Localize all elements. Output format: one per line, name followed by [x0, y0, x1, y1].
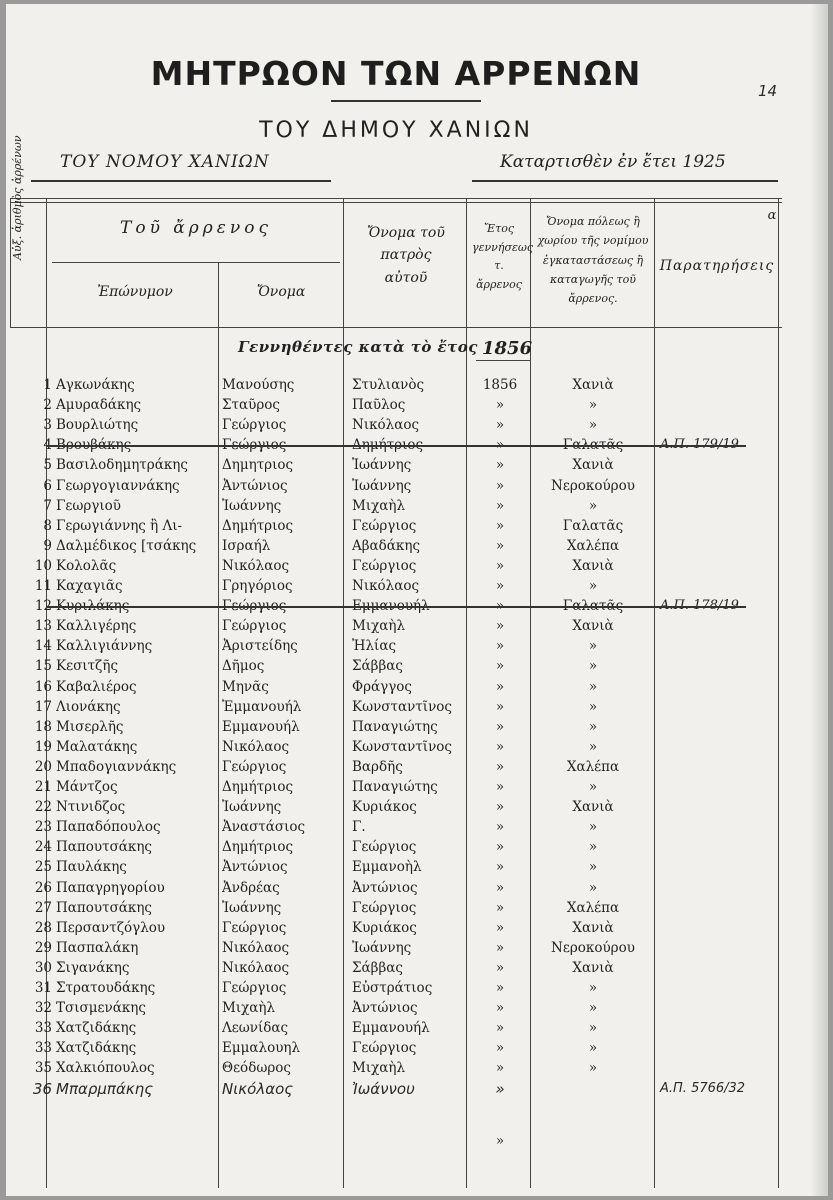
table-row — [6, 617, 828, 635]
father-name-cell: Δημήτριος — [352, 437, 424, 454]
surname-cell: Γερωγιάννης ἢ Λι- — [56, 517, 183, 534]
row-number: 24 — [34, 839, 52, 856]
table-row — [6, 838, 828, 856]
surname-cell: Μαλατάκης — [56, 738, 138, 755]
first-name-cell: Ἰωάννης — [222, 899, 282, 916]
place-cell: » — [588, 698, 598, 715]
father-name-cell: Γεώργιος — [352, 517, 417, 534]
table-row — [6, 879, 828, 897]
first-name-cell: Ἰωάννης — [222, 799, 282, 816]
first-name-cell: Γεώργιος — [222, 980, 287, 996]
birth-year-cell: » — [495, 779, 505, 795]
birth-year-cell: » — [495, 919, 505, 936]
father-name-cell: Κωνσταντῖνος — [352, 698, 452, 715]
surname-cell: Μπαδογιαννάκης — [56, 758, 177, 775]
table-row — [6, 597, 828, 615]
father-name-cell: Ἀντώνιος — [352, 1000, 418, 1017]
first-name-cell: Γεώργιος — [222, 919, 287, 936]
place-header: Ὄνομα πόλεως ἢ χωρίου τῆς νομίμου ἐγκαταστάσεως ἢ καταγωγῆς τοῦ ἄρρενος. — [537, 215, 649, 305]
place-cell: Γαλατᾶς — [562, 517, 624, 534]
first-name-cell: Ἀντώνιος — [222, 859, 288, 876]
surname-cell: Παπαδόπουλος — [56, 819, 161, 836]
father-name-cell: Γεώργιος — [352, 1040, 417, 1057]
place-cell: Χαλέπα — [566, 758, 620, 775]
place-cell: » — [588, 879, 598, 896]
row-number: 31 — [34, 980, 52, 996]
birth-year-cell: » — [495, 618, 505, 635]
first-name-cell: Ἰωάννης — [222, 497, 282, 514]
table-row — [6, 537, 828, 555]
place-cell: Χανιὰ — [572, 377, 614, 393]
row-number: 6 — [43, 477, 52, 494]
surname-cell: Μισερλῆς — [56, 718, 124, 735]
surname-cell: Χατζιδάκης — [56, 1020, 137, 1037]
table-row — [6, 678, 828, 696]
first-name-cell: Γεώργιος — [222, 437, 287, 454]
surname-cell: Γεωργιοῦ — [56, 497, 122, 514]
male-group-header: Τοῦ ἄρρενος — [120, 218, 272, 238]
surname-cell: Καλλιγιάννης — [56, 638, 153, 655]
birth-year-cell: » — [495, 698, 505, 715]
father-name-cell: Κυριάκος — [352, 799, 417, 816]
surname-cell: Καλλιγέρης — [56, 618, 137, 635]
first-name-cell: Λεωνίδας — [222, 1020, 289, 1037]
father-name-cell: Μιχαὴλ — [352, 1060, 406, 1077]
father-name-cell: Εὐστράτιος — [352, 980, 433, 996]
birth-year-cell: » — [495, 839, 505, 856]
birth-year-cell: » — [495, 819, 505, 836]
row-number: 13 — [34, 618, 52, 635]
row-number: 20 — [34, 758, 52, 775]
table-row — [6, 718, 828, 736]
strikethrough-line — [46, 445, 746, 447]
surname-cell: Παπουτσάκης — [56, 899, 152, 916]
first-name-cell: Θεόδωρος — [222, 1060, 291, 1077]
place-cell: » — [588, 738, 598, 755]
first-name-cell: Νικόλαος — [222, 939, 290, 956]
surname-cell: Παπουτσάκης — [56, 839, 152, 856]
remarks-cell: Α.Π. 5766/32 — [660, 1080, 746, 1096]
row-number: 23 — [34, 819, 52, 836]
table-row — [6, 637, 828, 655]
table-row — [6, 979, 828, 997]
row-number: 3 — [43, 417, 52, 434]
first-name-cell: Μιχαὴλ — [222, 1000, 276, 1017]
row-number: 8 — [43, 517, 52, 534]
surname-cell: Λιονάκης — [56, 698, 121, 715]
place-cell: » — [588, 718, 598, 735]
father-name-cell: Παναγιώτης — [352, 718, 438, 735]
first-name-cell: Ἀριστείδης — [222, 638, 298, 655]
place-cell: » — [588, 839, 598, 856]
row-number: 1 — [43, 377, 52, 393]
section-label: Γεννηθέντες κατὰ τὸ ἔτος — [238, 338, 478, 356]
place-cell: Χανιὰ — [572, 919, 614, 936]
row-number: 4 — [43, 437, 52, 454]
first-name-cell: Ἀντώνιος — [222, 477, 288, 494]
strikethrough-line — [46, 606, 746, 608]
section-year: 1856 — [482, 338, 533, 359]
first-name-cell: Μανούσης — [222, 377, 295, 393]
father-name-cell: Σάββας — [352, 959, 403, 976]
father-name-cell: Ἰωάννης — [352, 457, 412, 474]
surname-cell: Βουρλιώτης — [56, 417, 139, 434]
place-cell: » — [588, 980, 598, 996]
surname-cell: Δαλμέδικος [τσάκης — [56, 537, 197, 554]
father-name-cell: Νικόλαος — [352, 417, 420, 434]
place-cell: » — [588, 638, 598, 655]
surname-cell: Χατζιδάκης — [56, 1040, 137, 1057]
surname-cell: Μπαρμπάκης — [56, 1079, 153, 1098]
surname-cell: Μάντζος — [56, 779, 118, 795]
table-row — [6, 939, 828, 957]
page-edge-shadow — [810, 4, 828, 1196]
place-cell: Χανιὰ — [572, 618, 614, 635]
table-row — [6, 497, 828, 515]
birth-year-cell: » — [495, 477, 505, 494]
first-name-cell: Ἐμμανουήλ — [222, 698, 302, 715]
first-name-cell: Δημήτριος — [222, 517, 294, 534]
surname-cell: Βρουβάκης — [56, 437, 132, 454]
birth-year-cell: » — [495, 497, 505, 514]
surname-header: Ἐπώνυμον — [97, 284, 173, 300]
table-row — [6, 778, 828, 796]
place-cell: » — [588, 1060, 598, 1077]
birth-year-cell: » — [495, 738, 505, 755]
table-top-rule-2 — [10, 202, 782, 203]
birth-year-cell: » — [495, 1079, 505, 1098]
father-name-cell: Εμμανουήλ — [352, 598, 430, 615]
trailing-ditto: » — [495, 1133, 505, 1149]
father-name-cell: Ἰωάννου — [352, 1079, 415, 1098]
surname-cell: Χαλκιόπουλος — [56, 1060, 155, 1077]
table-row — [6, 416, 828, 434]
remarks-header: Παρατηρήσεις — [659, 258, 775, 274]
birth-year-cell: » — [495, 678, 505, 695]
father-name-cell: Ἀντώνιος — [352, 879, 418, 896]
first-name-cell: Σταῦρος — [222, 397, 280, 414]
row-number: 5 — [43, 457, 52, 474]
first-name-cell: Δημήτριος — [222, 839, 294, 856]
birth-year-cell: » — [495, 1040, 505, 1057]
birth-year-cell: » — [495, 537, 505, 554]
table-row — [6, 376, 828, 394]
father-name-cell: Γ. — [352, 819, 366, 836]
table-row — [6, 1019, 828, 1037]
section-year-underline — [476, 360, 530, 361]
prefecture-caption: ΤΟΥ ΝΟΜΟΥ ΧΑΝΙΩΝ — [60, 152, 270, 172]
table-row — [6, 577, 828, 595]
serial-header: Αὐξ. ἀριθμὸς ἀρρένων — [11, 135, 24, 260]
father-name-cell: Μιχαὴλ — [352, 497, 406, 514]
place-cell: Νεροκούρου — [551, 477, 635, 494]
first-name-cell: Ἀνδρέας — [222, 879, 280, 896]
row-number: 7 — [43, 497, 52, 514]
birth-year-cell: » — [495, 397, 505, 414]
first-name-cell: Νικόλαος — [222, 738, 290, 755]
birth-year-cell: » — [495, 980, 505, 996]
table-row — [6, 1080, 828, 1098]
surname-cell: Καβαλιέρος — [56, 678, 137, 695]
table-row — [6, 959, 828, 977]
birth-year-header: Ἔτος γεννήσεως τ. ἄρρενος — [472, 222, 533, 292]
surname-cell: Παπαγρηγορίου — [56, 879, 165, 896]
father-name-cell: Εμμανοὴλ — [352, 859, 422, 876]
first-name-cell: Γεώργιος — [222, 417, 287, 434]
surname-cell: Σιγανάκης — [56, 959, 130, 976]
place-cell: » — [588, 578, 598, 594]
row-number: 36 — [32, 1079, 52, 1098]
header-bottom-rule — [10, 327, 782, 328]
birth-year-cell: » — [495, 1000, 505, 1017]
first-name-cell: Δημήτριος — [222, 779, 294, 795]
table-row — [6, 818, 828, 836]
table-row — [6, 456, 828, 474]
place-cell: Χαλέπα — [566, 899, 620, 916]
place-cell: » — [588, 859, 598, 876]
row-number: 32 — [34, 1000, 52, 1017]
father-name-cell: Στυλιανὸς — [352, 377, 425, 393]
surname-cell: Κολολᾶς — [56, 557, 117, 574]
table-row — [6, 798, 828, 816]
row-number: 25 — [34, 859, 52, 876]
title-underline — [331, 100, 481, 102]
father-name-cell: Εμμανουήλ — [352, 1020, 430, 1037]
birth-year-cell: » — [495, 517, 505, 534]
surname-cell: Τσισμενάκης — [56, 1000, 146, 1017]
father-name-cell: Ἠλίας — [352, 638, 397, 655]
row-number: 9 — [43, 537, 52, 554]
place-cell: » — [588, 497, 598, 514]
row-number: 22 — [34, 799, 52, 816]
birth-year-cell: » — [495, 1060, 505, 1077]
table-row — [6, 899, 828, 917]
first-name-cell: Δημητριος — [222, 457, 294, 474]
surname-cell: Γεωργογιαννάκης — [56, 477, 180, 494]
caption-rule-left — [31, 180, 331, 182]
place-cell: » — [588, 417, 598, 434]
row-number: 12 — [34, 598, 52, 615]
row-number: 28 — [34, 919, 52, 936]
row-number: 35 — [34, 1060, 52, 1077]
place-cell: Γαλατᾶς — [562, 598, 624, 615]
first-name-cell: Γεώργιος — [222, 618, 287, 635]
father-name-cell: Κωνσταντῖνος — [352, 738, 452, 755]
place-cell: » — [588, 658, 598, 675]
father-header: Ὄνομα τοῦ πατρὸς αὐτοῦ — [367, 225, 445, 286]
first-name-cell: Εμμανουήλ — [222, 718, 300, 735]
row-number: 11 — [34, 578, 52, 594]
surname-cell: Κυριλάκης — [56, 598, 130, 615]
father-name-cell: Ἰωάννης — [352, 939, 412, 956]
birth-year-cell: » — [495, 859, 505, 876]
place-cell: Χανιὰ — [572, 457, 614, 474]
surname-cell: Ντινιδζος — [56, 799, 126, 816]
row-number: 10 — [34, 557, 52, 574]
place-cell: Χαλέπα — [566, 537, 620, 554]
birth-year-cell: » — [495, 437, 505, 454]
page-number: 14 — [758, 82, 778, 100]
surname-cell: Περσαντζόγλου — [56, 919, 166, 936]
father-name-cell: Παῦλος — [352, 397, 406, 414]
first-name-header: Ὄνομα — [256, 284, 306, 300]
first-name-cell: Νικόλαος — [222, 1079, 294, 1098]
father-name-cell: Γεώργιος — [352, 557, 417, 574]
birth-year-cell: » — [495, 658, 505, 675]
place-cell: Νεροκούρου — [551, 939, 635, 956]
birth-year-cell: 1856 — [482, 377, 518, 393]
surname-cell: Παυλάκης — [56, 859, 127, 876]
first-name-cell: Εμμαλουηλ — [222, 1040, 301, 1057]
father-name-cell: Μιχαὴλ — [352, 618, 406, 635]
remarks-cell: Α.Π. 178/19 — [660, 598, 739, 614]
birth-year-cell: » — [495, 799, 505, 816]
table-row — [6, 758, 828, 776]
surname-cell: Καχαγιᾶς — [56, 578, 123, 594]
table-row — [6, 1059, 828, 1077]
father-name-cell: Βαρδῆς — [352, 758, 403, 775]
row-number: 33 — [34, 1040, 52, 1057]
caption-rule-right — [472, 180, 778, 182]
birth-year-cell: » — [495, 638, 505, 655]
row-number: 15 — [34, 658, 52, 675]
table-row — [6, 557, 828, 575]
birth-year-cell: » — [495, 939, 505, 956]
father-name-cell: Αβαδάκης — [352, 537, 421, 554]
row-number: 2 — [43, 397, 52, 414]
place-cell: » — [588, 1020, 598, 1037]
row-number: 26 — [34, 879, 52, 896]
table-row — [6, 396, 828, 414]
row-number: 17 — [34, 698, 52, 715]
birth-year-cell: » — [495, 457, 505, 474]
remarks-cell: Α.Π. 179/19 — [660, 437, 739, 453]
register-title: ΜΗΤΡΩΟΝ ΤΩΝ ΑΡΡΕΝΩΝ — [150, 54, 642, 93]
first-name-cell: Νικόλαος — [222, 557, 290, 574]
place-cell: » — [588, 1040, 598, 1057]
father-name-cell: Φράγγος — [352, 678, 412, 695]
place-cell: Γαλατᾶς — [562, 437, 624, 454]
table-row — [6, 517, 828, 535]
table-row — [6, 919, 828, 937]
father-name-cell: Ἰωάννης — [352, 477, 412, 494]
table-row — [6, 738, 828, 756]
row-number: 27 — [34, 899, 52, 916]
corner-mark: α — [767, 208, 777, 223]
place-cell: » — [588, 819, 598, 836]
surname-cell: Αμυραδάκης — [56, 397, 142, 414]
first-name-cell: Νικόλαος — [222, 959, 290, 976]
row-number: 18 — [34, 718, 52, 735]
register-subtitle: ΤΟΥ ΔΗΜΟΥ ΧΑΝΙΩΝ — [259, 118, 533, 143]
row-number: 21 — [34, 779, 52, 795]
place-cell: » — [588, 1000, 598, 1017]
table-row — [6, 477, 828, 495]
birth-year-cell: » — [495, 578, 505, 594]
surname-cell: Αγκωνάκης — [56, 377, 135, 393]
row-number: 19 — [34, 738, 52, 755]
row-number: 14 — [34, 638, 52, 655]
row-number: 29 — [34, 939, 52, 956]
birth-year-cell: » — [495, 758, 505, 775]
surname-cell: Κεσιτζῆς — [56, 658, 119, 675]
table-top-rule — [10, 198, 782, 199]
first-name-cell: Γεώργιος — [222, 598, 287, 615]
trailing-ditto-row — [6, 1132, 828, 1150]
father-name-cell: Παναγιώτης — [352, 779, 438, 795]
first-name-cell: Ισραήλ — [222, 537, 271, 554]
table-row — [6, 657, 828, 675]
table-row — [6, 999, 828, 1017]
surname-cell: Πασπαλάκη — [56, 939, 139, 956]
table-row — [6, 698, 828, 716]
birth-year-cell: » — [495, 718, 505, 735]
row-number: 30 — [34, 959, 52, 976]
birth-year-cell: » — [495, 899, 505, 916]
birth-year-cell: » — [495, 1020, 505, 1037]
place-cell: Χανιὰ — [572, 799, 614, 816]
birth-year-cell: » — [495, 417, 505, 434]
birth-year-cell: » — [495, 959, 505, 976]
register-page — [6, 4, 828, 1196]
row-number: 33 — [34, 1020, 52, 1037]
father-name-cell: Νικόλαος — [352, 578, 420, 594]
place-cell: Χανιὰ — [572, 557, 614, 574]
father-name-cell: Σάββας — [352, 658, 403, 675]
father-name-cell: Γεώργιος — [352, 899, 417, 916]
surname-cell: Βασιλοδημητράκης — [56, 457, 188, 474]
compiled-year-caption: Καταρτισθὲν ἐν ἔτει 1925 — [500, 152, 726, 172]
place-cell: » — [588, 678, 598, 695]
table-row — [6, 1039, 828, 1057]
first-name-cell: Γρηγόριος — [222, 578, 293, 594]
place-cell: Χανιὰ — [572, 959, 614, 976]
table-row — [6, 436, 828, 454]
first-name-cell: Ἀναστάσιος — [222, 819, 306, 836]
first-name-cell: Μηνᾶς — [222, 678, 269, 695]
father-name-cell: Γεώργιος — [352, 839, 417, 856]
birth-year-cell: » — [495, 557, 505, 574]
place-cell: » — [588, 779, 598, 795]
first-name-cell: Δῆμος — [222, 658, 265, 675]
place-cell: » — [588, 397, 598, 414]
male-group-rule — [52, 262, 340, 263]
table-row — [6, 858, 828, 876]
first-name-cell: Γεώργιος — [222, 758, 287, 775]
surname-cell: Στρατουδάκης — [56, 980, 156, 996]
row-number: 16 — [34, 678, 52, 695]
father-name-cell: Κυριάκος — [352, 919, 417, 936]
birth-year-cell: » — [495, 598, 505, 615]
birth-year-cell: » — [495, 879, 505, 896]
